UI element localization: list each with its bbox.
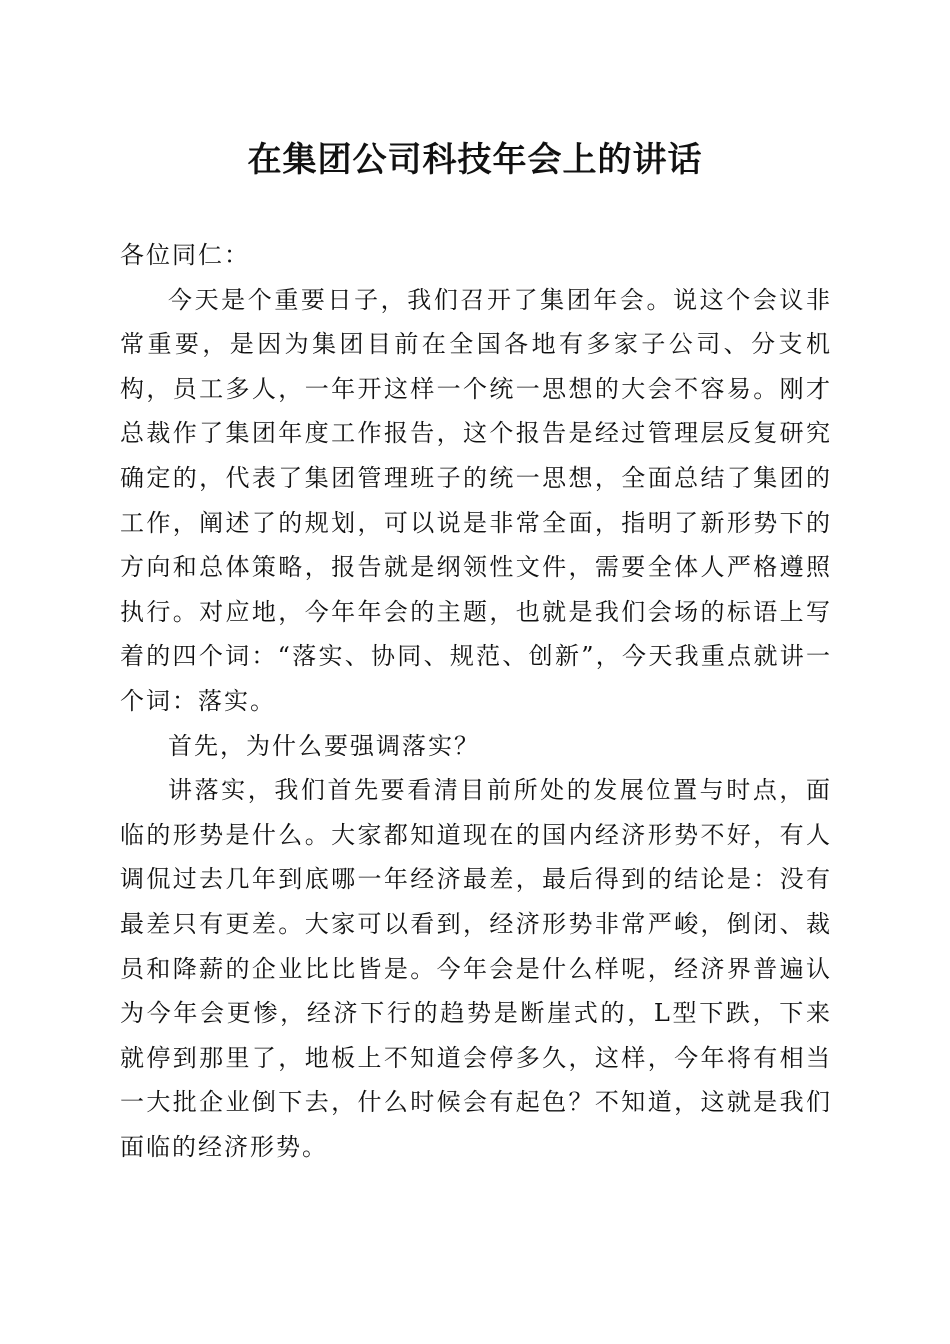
paragraph-opening: 今天是个重要日子，我们召开了集团年会。说这个会议非常重要，是因为集团目前在全国各地有多家子公司、分支机构，员工多人，一年开这样一个统一思想的大会不容易。刚才总裁作了集团年度工作报告，这个报告是经过管理层反复研究确定的，代表了集团管理班子的统一思想，全面总结了集团的工作，阐述了的规划，可以说是非常全面，指明了新形势下的方向和总体策略，报告就是纲领性文件，需要全体人严格遵照执行。对应地，今年年会的主题，也就是我们会场的标语上写着的四个词：“落实、协同、规范、创新”，今天我重点就讲一个词：落实。	[120, 285, 832, 715]
document-body	[120, 233, 832, 1169]
salutation: 各位同仁：	[120, 241, 250, 269]
paragraph-economic-situation: 讲落实，我们首先要看清目前所处的发展位置与时点，面临的形势是什么。大家都知道现在的国内经济形势不好，有人调侃过去几年到底哪一年经济最差，最后得到的结论是：没有最差只有更差。大家可以看到，经济形势非常严峻，倒闭、裁员和降薪的企业比比皆是。今年会是什么样呢，经济界普遍认为今年会更惨，经济下行的趋势是断崖式的，L型下跌，下来就停到那里了，地板上不知道会停多久，这样，今年将有相当一大批企业倒下去，什么时候会有起色？不知道，这就是我们面临的经济形势。	[120, 776, 832, 1161]
paragraph-question: 首先，为什么要强调落实？	[168, 731, 480, 760]
document-title: 在集团公司科技年会上的讲话	[247, 140, 703, 180]
